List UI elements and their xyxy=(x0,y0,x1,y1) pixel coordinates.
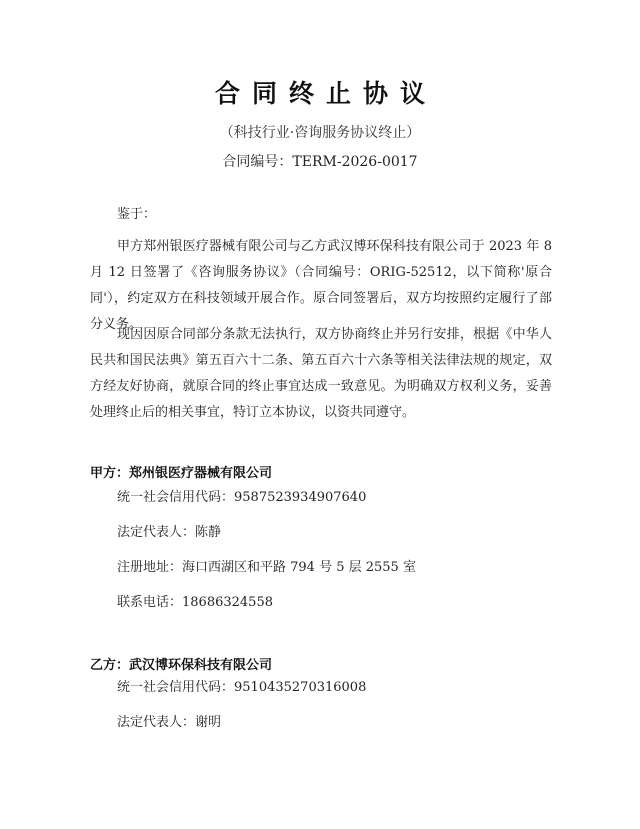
document-title: 合同终止协议 xyxy=(214,79,437,108)
party-a-address: 注册地址：海口西湖区和平路 794 号 5 层 2555 室 xyxy=(117,560,416,575)
party-b-heading: 乙方：武汉博环保科技有限公司 xyxy=(90,658,273,673)
contract-number: 合同编号：TERM-2026-0017 xyxy=(222,154,418,170)
document-subtitle: （科技行业·咨询服务协议终止） xyxy=(219,125,421,141)
paragraph-background: 甲方郑州银医疗器械有限公司与乙方武汉博环保科技有限公司于 2023 年 8 月 12 日签署了《咨询服务协议》（合同编号：ORIG-52512，以下简称'原合同'），约定双方在科技领域开展合作。原合同签署后，双方均按照约定履行了部分义务。 xyxy=(90,239,552,332)
party-b-legal-rep: 法定代表人：谢明 xyxy=(117,715,222,730)
party-a-credit-code: 统一社会信用代码：9587523934907640 xyxy=(117,490,367,505)
party-b-credit-code: 统一社会信用代码：9510435270316008 xyxy=(117,680,367,695)
whereas-label: 鉴于： xyxy=(117,207,157,222)
paragraph-termination-reason: 现因因原合同部分条款无法执行，双方协商终止并另行安排，根据《中华人民共和国民法典》第五百六十二条、第五百六十六条等相关法律法规的规定，双方经友好协商，就原合同的终止事宜达成一致意见。为明确双方权利义务，妥善处理终止后的相关事宜，特订立本协议，以资共同遵守。 xyxy=(90,327,552,420)
party-a-phone: 联系电话：18686324558 xyxy=(117,595,273,610)
party-a-legal-rep: 法定代表人：陈静 xyxy=(117,525,222,540)
party-a-heading: 甲方：郑州银医疗器械有限公司 xyxy=(90,466,273,481)
